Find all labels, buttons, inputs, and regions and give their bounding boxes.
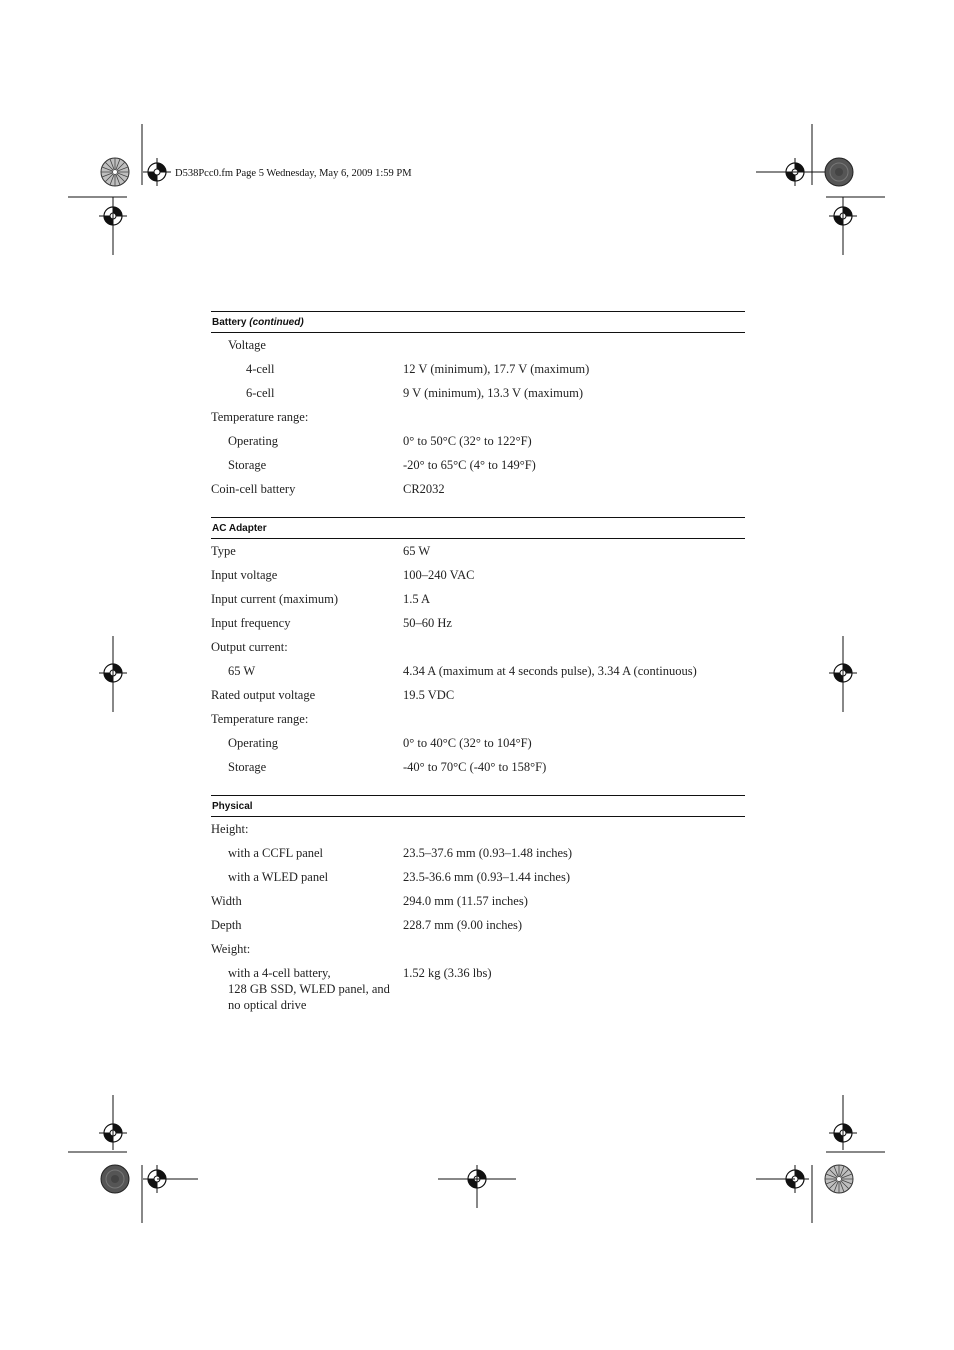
section-battery [211, 311, 745, 517]
spec-row [211, 819, 745, 843]
file-header: D538Pcc0.fm Page 5 Wednesday, May 6, 2009 1:59 PM [175, 168, 412, 179]
spec-value: 4.34 A (maximum at 4 seconds pulse), 3.34 A (continuous) [403, 664, 697, 678]
spec-value [403, 637, 745, 661]
spec-label: Weight: [211, 942, 251, 956]
spec-row [211, 757, 745, 781]
spec-value: 50–60 Hz [403, 616, 452, 630]
spec-label: with a WLED panel [228, 870, 329, 884]
spec-label: Voltage [228, 338, 266, 352]
spec-value: 23.5-36.6 mm (0.93–1.44 inches) [403, 870, 570, 884]
spec-value: 0° to 50°C (32° to 122°F) [403, 434, 532, 448]
spec-label: 65 W [228, 664, 256, 678]
spec-value [403, 407, 745, 431]
spec-value [403, 939, 745, 963]
spec-row [211, 455, 745, 479]
spec-value: 12 V (minimum), 17.7 V (maximum) [403, 362, 590, 376]
spec-value: 1.5 A [403, 592, 431, 606]
spec-label: Height: [211, 822, 249, 836]
spec-value [403, 709, 745, 733]
spec-row [211, 589, 745, 613]
spec-row [211, 709, 745, 733]
spec-label: Operating [228, 434, 278, 448]
spec-row [211, 915, 745, 939]
spec-value: CR2032 [403, 482, 445, 496]
spec-table [211, 311, 745, 1031]
spec-row [211, 541, 745, 565]
spec-label: Storage [228, 458, 267, 472]
spec-label-line: with a 4-cell battery, [228, 966, 331, 980]
spec-row [211, 431, 745, 455]
spec-row [211, 963, 745, 1017]
spec-row [211, 867, 745, 891]
spec-row [211, 637, 745, 661]
spec-row [211, 383, 745, 407]
spec-label: Coin-cell battery [211, 482, 296, 496]
spec-value: 23.5–37.6 mm (0.93–1.48 inches) [403, 846, 573, 860]
spec-label: Width [211, 894, 242, 908]
spec-row [211, 479, 745, 503]
section-title-suffix: (continued) [249, 317, 304, 328]
spec-label: Input frequency [211, 616, 291, 630]
spec-row [211, 565, 745, 589]
spec-value: 294.0 mm (11.57 inches) [403, 894, 528, 908]
spec-row [211, 335, 745, 359]
spec-value: 19.5 VDC [403, 688, 455, 702]
spec-label: Input voltage [211, 568, 278, 582]
spec-value: 65 W [403, 544, 431, 558]
spec-label [211, 963, 403, 1013]
spec-value: 1.52 kg (3.36 lbs) [403, 966, 492, 980]
spec-row [211, 407, 745, 431]
spec-row [211, 685, 745, 709]
section-ac-adapter [211, 517, 745, 795]
spec-value [403, 335, 745, 359]
spec-row [211, 843, 745, 867]
spec-row [211, 661, 745, 685]
spec-row [211, 891, 745, 915]
section-physical [211, 795, 745, 1031]
section-header-ac-adapter [211, 517, 745, 539]
spec-value: 9 V (minimum), 13.3 V (maximum) [403, 386, 583, 400]
spec-label-line: no optical drive [228, 998, 307, 1012]
spec-value [403, 819, 745, 843]
section-header-battery [211, 311, 745, 333]
spec-row [211, 733, 745, 757]
spec-row [211, 939, 745, 963]
spec-label: Storage [228, 760, 267, 774]
spec-label: Type [211, 544, 236, 558]
spec-label: Operating [228, 736, 278, 750]
spec-label: 4-cell [246, 362, 275, 376]
spec-label: Output current: [211, 640, 288, 654]
spec-row [211, 359, 745, 383]
spec-label: Input current (maximum) [211, 592, 339, 606]
spec-value: -40° to 70°C (-40° to 158°F) [403, 760, 547, 774]
spec-label: with a CCFL panel [228, 846, 324, 860]
spec-value: -20° to 65°C (4° to 149°F) [403, 458, 536, 472]
spec-label: 6-cell [246, 386, 275, 400]
section-header-physical [211, 795, 745, 817]
section-title: AC Adapter [212, 523, 267, 534]
spec-value: 228.7 mm (9.00 inches) [403, 918, 523, 932]
spec-label-line: 128 GB SSD, WLED panel, and [228, 982, 390, 996]
spec-value: 0° to 40°C (32° to 104°F) [403, 736, 532, 750]
section-title: Battery [212, 317, 247, 328]
spec-label: Temperature range: [211, 712, 309, 726]
spec-label: Temperature range: [211, 410, 309, 424]
spec-label: Rated output voltage [211, 688, 316, 702]
spec-row [211, 613, 745, 637]
section-title: Physical [212, 801, 253, 812]
spec-value: 100–240 VAC [403, 568, 475, 582]
spec-label: Depth [211, 918, 242, 932]
